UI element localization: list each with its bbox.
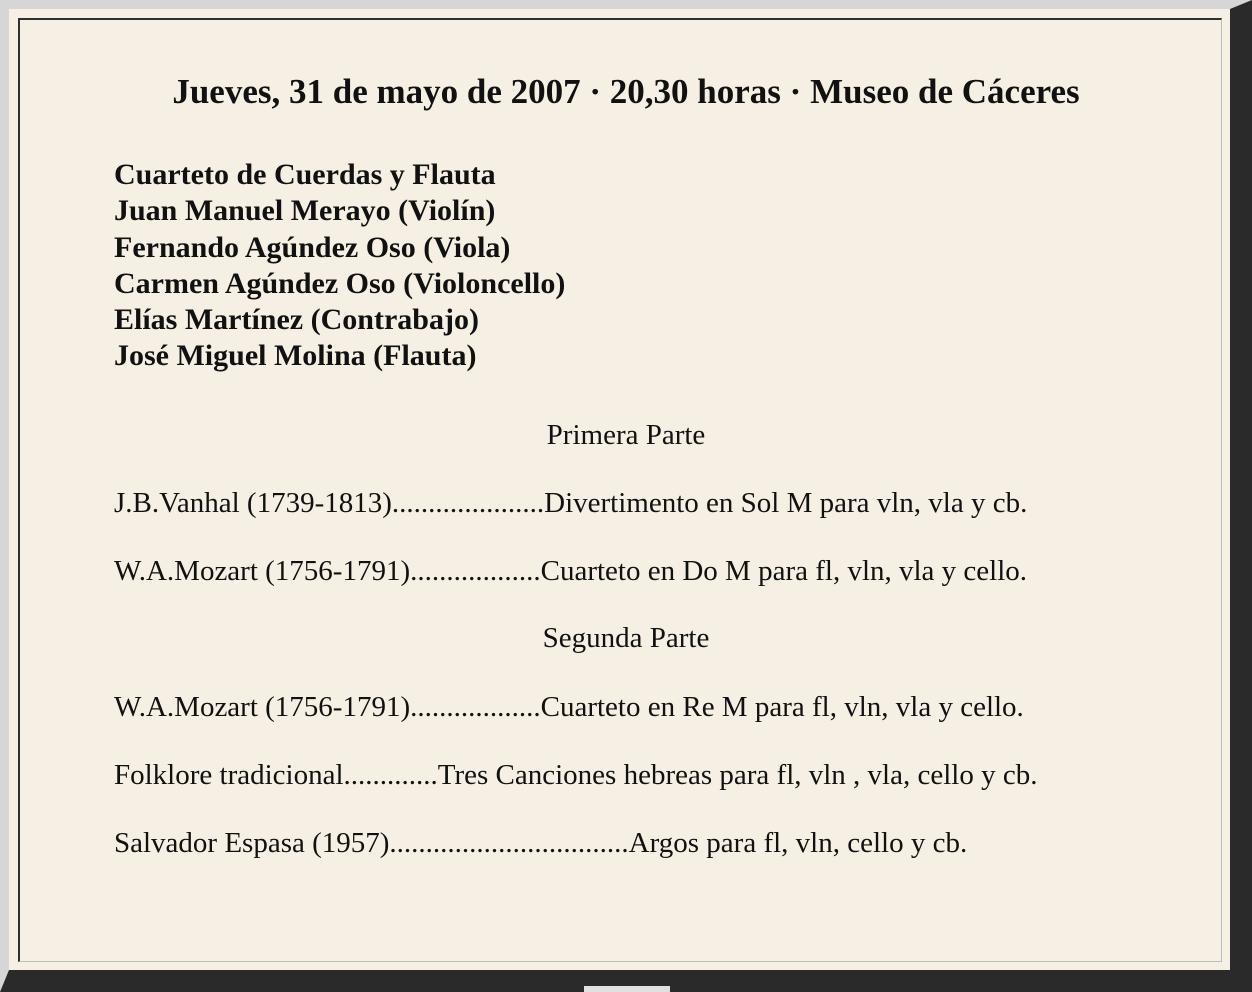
program-item: W.A.Mozart (1756-1791)..................Cuarteto en Re M para fl, vln, vla y cello. <box>114 691 1024 723</box>
performer-contrabajo: Elías Martínez (Contrabajo) <box>114 303 479 337</box>
part-one-title: Primera Parte <box>546 419 706 451</box>
program-item: Folklore tradicional.............Tres Canciones hebreas para fl, vln , vla, cello y cb. <box>114 759 1038 791</box>
performer-viola: Fernando Agúndez Oso (Viola) <box>114 230 511 264</box>
program-item: W.A.Mozart (1756-1791)..................Cuarteto en Do M para fl, vln, vla y cello. <box>114 555 1028 587</box>
performer-flauta: José Miguel Molina (Flauta) <box>114 339 477 373</box>
program-item: J.B.Vanhal (1739-1813).....................Divertimento en Sol M para vln, vla y cb. <box>114 487 1028 519</box>
part-two-title: Segunda Parte <box>542 622 710 654</box>
ensemble-list <box>114 157 565 375</box>
performer-violoncello: Carmen Agúndez Oso (Violoncello) <box>114 266 566 300</box>
event-heading: Jueves, 31 de mayo de 2007 · 20,30 horas · Museo de Cáceres <box>172 72 1080 111</box>
ensemble-name: Cuarteto de Cuerdas y Flauta <box>114 158 496 191</box>
performer-violin: Juan Manuel Merayo (Violín) <box>114 194 496 228</box>
scroll-tab <box>584 986 670 992</box>
program-item: Salvador Espasa (1957).................................Argos para fl, vln, cello y cb. <box>114 827 968 859</box>
